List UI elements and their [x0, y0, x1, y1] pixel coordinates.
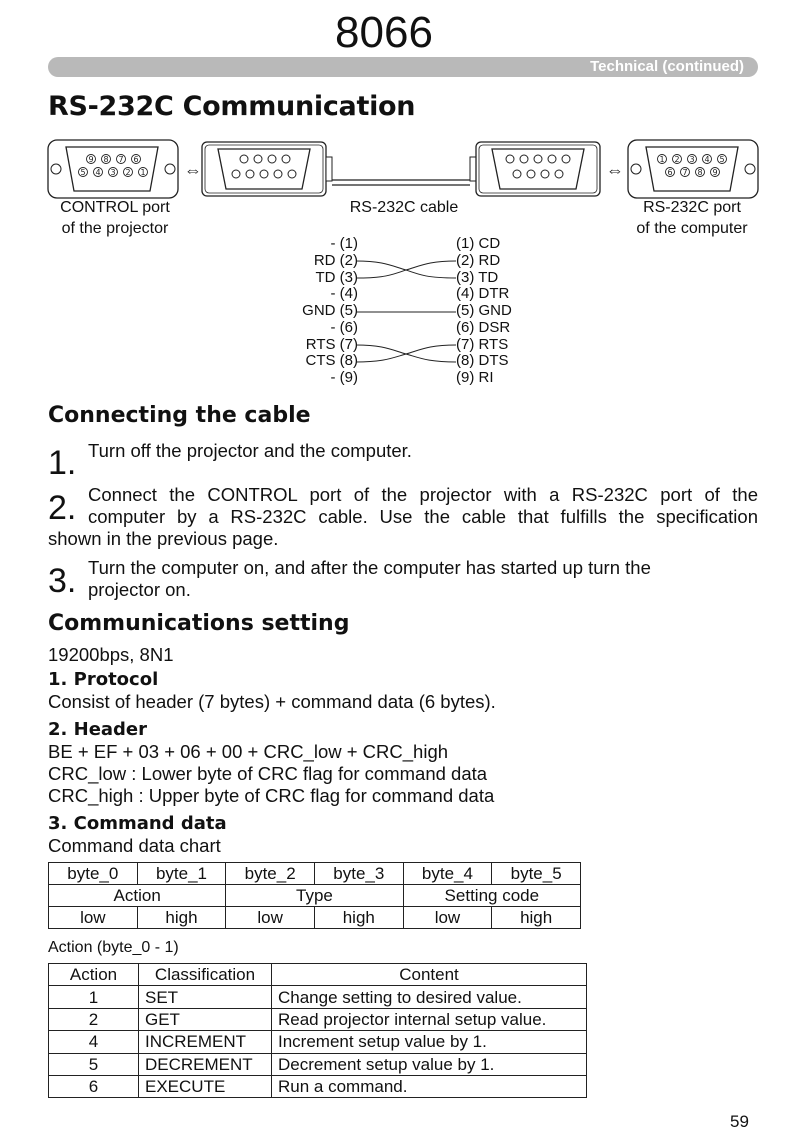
pin-label: (4) DTR	[456, 285, 510, 303]
pin-number: 8	[697, 168, 703, 177]
pin-label: RTS (7)	[305, 335, 358, 353]
pin-label: (8) DTS	[456, 352, 509, 370]
pin-number: 9	[88, 155, 94, 164]
table-cell: Increment setup value by 1.	[272, 1031, 587, 1053]
command-chart-label: Command data chart	[48, 835, 221, 856]
step-2-number: 2.	[48, 489, 77, 527]
pin-number: 4	[704, 155, 710, 164]
cable-connector-right	[476, 142, 600, 196]
pin-number: 2	[125, 168, 131, 177]
pin-number: 5	[719, 155, 725, 164]
command-data-table	[48, 862, 581, 929]
pin-number: 1	[659, 155, 665, 164]
pin-number: 5	[80, 168, 86, 177]
table-cell: byte_5	[492, 863, 581, 885]
table-row	[49, 863, 581, 885]
pin-number: 1	[140, 168, 146, 177]
pin-label: CTS (8)	[305, 352, 358, 370]
left-pin-list	[200, 236, 358, 387]
table-cell: Decrement setup value by 1.	[272, 1053, 587, 1075]
table-cell: low	[226, 907, 315, 929]
table-cell: 4	[49, 1031, 139, 1053]
section-title: Technical (continued)	[590, 58, 744, 75]
table-row	[49, 907, 581, 929]
rs232c-cable	[326, 157, 476, 185]
projector-port-label: CONTROL port of the projector	[60, 199, 170, 237]
table-cell: EXECUTE	[139, 1075, 272, 1097]
pin-label: (7) RTS	[456, 335, 509, 353]
table-cell: high	[137, 907, 226, 929]
communications-heading: Communications setting	[48, 611, 350, 636]
pin-label: RD (2)	[313, 251, 358, 269]
table-cell: Change setting to desired value.	[272, 986, 587, 1008]
step-3-number: 3.	[48, 562, 77, 600]
table-cell: high	[492, 907, 581, 929]
connecting-heading: Connecting the cable	[48, 403, 311, 428]
pin-label: GND (5)	[302, 302, 358, 319]
table-row	[49, 1031, 587, 1053]
table-cell: low	[49, 907, 138, 929]
table-row	[49, 885, 581, 907]
table-cell: byte_2	[226, 863, 315, 885]
table-cell: byte_0	[49, 863, 138, 885]
table-cell: Action	[49, 885, 226, 907]
header-line: CRC_low : Lower byte of CRC flag for command data	[48, 763, 488, 784]
section-bar	[48, 57, 758, 77]
pin-number: 7	[118, 155, 124, 164]
communications-setting: 19200bps, 8N1	[48, 644, 174, 665]
action-caption: Action (byte_0 - 1)	[48, 939, 179, 956]
pin-label: (9) RI	[456, 369, 494, 386]
computer-port-label: RS-232C port of the computer	[636, 199, 748, 237]
header-line: BE + EF + 03 + 06 + 00 + CRC_low + CRC_high	[48, 741, 449, 762]
connector-diagram	[0, 130, 808, 200]
pin-number: 6	[133, 155, 139, 164]
pin-label: - (4)	[330, 285, 358, 303]
pin-wiring	[354, 236, 458, 388]
page-number: 59	[730, 1112, 749, 1131]
pin-number: 9	[712, 168, 718, 177]
pin-label: (3) TD	[456, 268, 499, 286]
table-row	[49, 986, 587, 1008]
step-2-line-2: computer by a RS-232C cable. Use the cable that fulfills the specification	[88, 506, 758, 527]
pin-label: - (1)	[330, 235, 358, 252]
table-row	[49, 1075, 587, 1097]
table-header: Action	[49, 964, 139, 986]
pin-label: TD (3)	[315, 268, 358, 286]
cable-connector-left	[202, 142, 326, 196]
pin-number: 6	[667, 168, 673, 177]
pin-number: 3	[689, 155, 695, 164]
step-2-line-1: Connect the CONTROL port of the projector with a RS-232C port of the	[88, 484, 758, 505]
cable-label: RS-232C cable	[349, 199, 459, 216]
table-cell: Run a command.	[272, 1075, 587, 1097]
pin-label: (1) CD	[456, 235, 501, 252]
action-table	[48, 963, 587, 1098]
table-cell: Setting code	[403, 885, 580, 907]
table-cell: DECREMENT	[139, 1053, 272, 1075]
pin-number: 8	[103, 155, 109, 164]
command-heading: 3. Command data	[48, 813, 227, 834]
left-connect-arrow: ⇔	[184, 160, 202, 180]
table-cell: GET	[139, 1008, 272, 1030]
step-1-number: 1.	[48, 444, 77, 482]
protocol-text: Consist of header (7 bytes) + command data (6 bytes).	[48, 691, 496, 712]
table-cell: 2	[49, 1008, 139, 1030]
pin-label: - (9)	[330, 369, 358, 386]
table-header: Content	[272, 964, 587, 986]
header-line: CRC_high : Upper byte of CRC flag for command data	[48, 785, 495, 806]
step-2-line-3: shown in the previous page.	[48, 528, 279, 549]
table-header: Classification	[139, 964, 272, 986]
protocol-heading: 1. Protocol	[48, 669, 159, 690]
table-cell: SET	[139, 986, 272, 1008]
table-cell: Read projector internal setup value.	[272, 1008, 587, 1030]
right-pin-list	[456, 236, 596, 387]
computer-rs232c-port	[628, 140, 758, 198]
pin-label: (2) RD	[456, 251, 501, 269]
table-cell: 1	[49, 986, 139, 1008]
table-row	[49, 964, 587, 986]
step-3-line-2: projector on.	[88, 579, 191, 600]
step-3-line-1: Turn the computer on, and after the computer has started up turn the	[88, 557, 651, 578]
table-cell: byte_4	[403, 863, 492, 885]
pin-number: 3	[110, 168, 116, 177]
table-cell: 6	[49, 1075, 139, 1097]
pin-label: (5) GND	[456, 302, 512, 319]
table-row	[49, 1008, 587, 1030]
table-cell: Type	[226, 885, 403, 907]
pin-number: 7	[682, 168, 688, 177]
header-heading: 2. Header	[48, 719, 148, 740]
pin-number: 2	[674, 155, 680, 164]
pin-label: (6) DSR	[456, 318, 511, 336]
table-cell: 5	[49, 1053, 139, 1075]
step-1-text: Turn off the projector and the computer.	[88, 440, 412, 461]
table-cell: high	[314, 907, 403, 929]
table-cell: low	[403, 907, 492, 929]
right-connect-arrow: ⇔	[606, 160, 624, 180]
table-row	[49, 1053, 587, 1075]
pin-number: 4	[95, 168, 101, 177]
pin-label: - (6)	[330, 318, 358, 336]
model-number: 8066	[335, 8, 433, 57]
table-cell: INCREMENT	[139, 1031, 272, 1053]
page-title: RS-232C Communication	[48, 91, 416, 122]
table-cell: byte_3	[314, 863, 403, 885]
table-cell: byte_1	[137, 863, 226, 885]
